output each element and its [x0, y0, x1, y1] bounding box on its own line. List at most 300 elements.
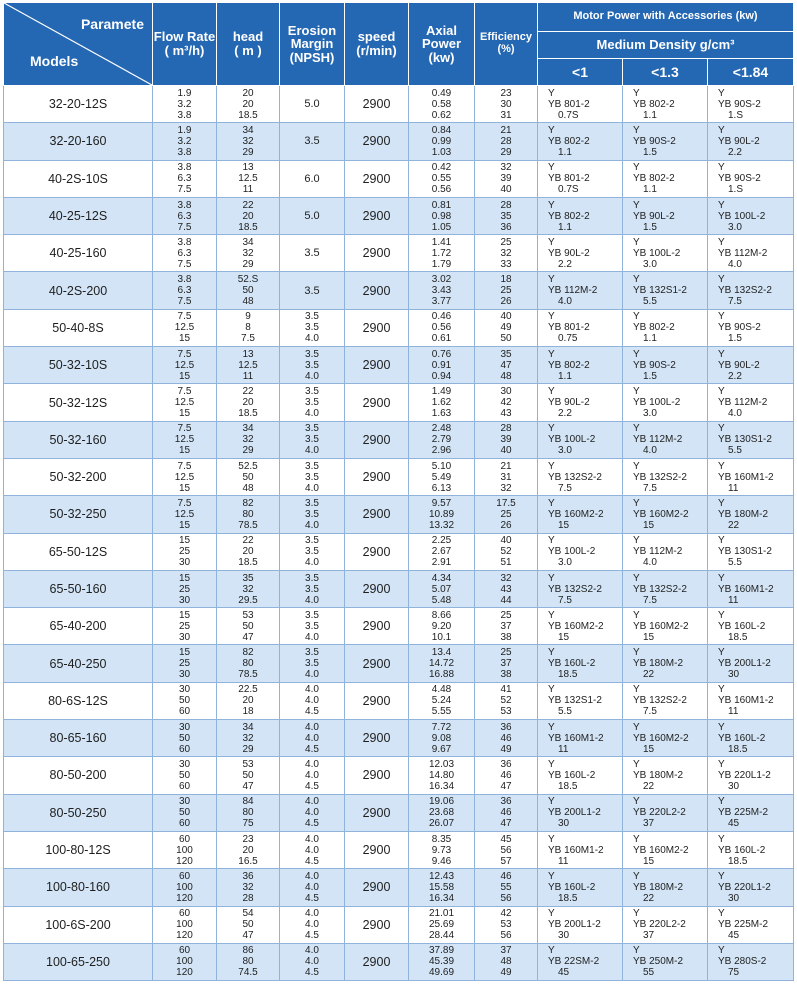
power-cell-value: 0.94	[431, 370, 452, 382]
efficiency-cell-value: 25	[500, 508, 512, 520]
flow-cell-value: 6.3	[177, 173, 192, 185]
flow-cell-value: 25	[178, 620, 191, 632]
efficiency-cell-value: 32	[500, 482, 512, 494]
motor-cell-m2	[623, 160, 708, 197]
npsh-cell-value: 3.5	[305, 471, 319, 483]
efficiency-cell-value: 56	[500, 844, 512, 856]
motor-line: YB 90S-2	[633, 135, 676, 147]
power-cell-value: 13.32	[428, 519, 455, 531]
motor-line: Y	[548, 796, 555, 808]
flow-cell-value: 3.2	[177, 98, 192, 110]
power-cell-value: 10.89	[428, 508, 455, 520]
head-cell-value: 23	[242, 833, 254, 845]
head-cell-value: 35	[242, 572, 254, 584]
power-cell-value: 0.56	[431, 322, 452, 334]
efficiency-cell-value: 28	[500, 423, 512, 435]
flow-cell-value: 15	[178, 572, 191, 584]
npsh-cell-value: 4.0	[305, 669, 319, 681]
motor-line: Y	[548, 870, 555, 882]
head-cell-value: 54	[242, 908, 254, 920]
motor-line: Y	[548, 908, 555, 920]
model-cell: 65-50-12S	[4, 533, 153, 570]
motor-line: 4.0	[558, 296, 572, 308]
power-cell-value: 5.49	[431, 471, 452, 483]
power-cell-value: 45.39	[428, 956, 455, 968]
motor-line: 7.5	[643, 482, 657, 494]
power-cell-value: 0.49	[431, 87, 452, 99]
motor-cell-m2	[623, 943, 708, 980]
npsh-cell	[280, 943, 345, 980]
npsh-cell-value: 4.5	[305, 930, 319, 942]
motor-line: Y	[633, 647, 640, 659]
npsh-cell	[280, 160, 345, 197]
speed-cell: 2900	[345, 608, 409, 645]
motor-line: YB 220L1-2	[718, 881, 771, 893]
power-cell-value: 0.81	[431, 199, 452, 211]
efficiency-cell-value: 39	[500, 173, 512, 185]
motor-power-header: Motor Power with Accessories (kw)	[538, 3, 794, 32]
flow-cell-value: 3.8	[177, 236, 192, 248]
motor-cell-m2	[623, 309, 708, 346]
flow-cell-value: 3.2	[177, 135, 192, 147]
efficiency-cell-value: 46	[500, 807, 512, 819]
motor-cell-m1	[538, 794, 623, 831]
efficiency-cell-value: 45	[500, 833, 512, 845]
speed-cell: 2900	[345, 235, 409, 272]
flow-cell	[153, 86, 217, 123]
power-cell-value: 0.42	[431, 162, 452, 174]
motor-line: Y	[548, 348, 555, 360]
head-cell-value: 32	[242, 247, 254, 259]
efficiency-cell-value: 18	[500, 274, 512, 286]
npsh-cell-value: 3.5	[305, 322, 319, 334]
motor-line: Y	[548, 684, 555, 696]
npsh-cell-value: 4.0	[305, 796, 319, 808]
motor-line: 11	[728, 706, 739, 718]
flow-cell-value: 120	[176, 892, 193, 904]
npsh-cell-value: 3.5	[305, 609, 319, 621]
head-cell-value: 18.5	[238, 557, 258, 569]
efficiency-cell-value: 46	[500, 732, 512, 744]
motor-line: YB 160M1-2	[718, 583, 774, 595]
motor-line: YB 130S1-2	[718, 546, 772, 558]
motor-line: 7.5	[643, 706, 657, 718]
efficiency-cell-value: 48	[500, 956, 512, 968]
head-cell	[217, 347, 280, 384]
motor-line: 1.1	[643, 184, 657, 196]
power-cell	[409, 533, 475, 570]
head-cell-value: 48	[242, 296, 254, 308]
model-cell: 50-32-250	[4, 496, 153, 533]
power-cell	[409, 496, 475, 533]
motor-line: Y	[633, 833, 640, 845]
head-cell-value: 29	[242, 146, 254, 158]
motor-cell-m1	[538, 682, 623, 719]
efficiency-cell	[475, 160, 538, 197]
power-cell-value: 2.48	[431, 423, 452, 435]
power-cell-value: 4.48	[431, 684, 452, 696]
head-cell-value: 11	[242, 370, 254, 382]
power-cell-value: 19.06	[428, 796, 455, 808]
efficiency-cell-value: 33	[500, 258, 512, 270]
npsh-cell-value: 4.0	[305, 631, 319, 643]
npsh-cell-value: 3.5	[305, 583, 319, 595]
motor-cell-m2	[623, 831, 708, 868]
efficiency-cell-value: 49	[500, 967, 512, 979]
density-col-2: <1.3	[623, 59, 708, 86]
motor-cell-m1	[538, 608, 623, 645]
power-cell-value: 6.13	[431, 482, 452, 494]
motor-line: 37	[643, 930, 655, 942]
motor-cell-m1	[538, 197, 623, 234]
motor-line: 11	[728, 594, 739, 606]
head-cell-value: 50	[242, 620, 254, 632]
motor-line: Y	[633, 124, 640, 136]
motor-cell-m1	[538, 645, 623, 682]
motor-line: 22	[728, 519, 740, 531]
head-cell	[217, 197, 280, 234]
power-cell	[409, 384, 475, 421]
motor-line: YB 90L-2	[548, 247, 590, 259]
efficiency-cell-value: 21	[500, 460, 512, 472]
motor-line: YB 22SM-2	[548, 956, 600, 968]
head-cell	[217, 458, 280, 495]
efficiency-cell-value: 49	[500, 743, 512, 755]
motor-line: YB 112M-2	[633, 434, 683, 446]
motor-line: 18.5	[728, 855, 748, 867]
motor-cell-m2	[623, 272, 708, 309]
head-cell-value: 29	[242, 258, 254, 270]
motor-line: Y	[548, 274, 555, 286]
flow-cell-value: 30	[178, 721, 191, 733]
motor-line: Y	[548, 721, 555, 733]
model-cell: 65-50-160	[4, 570, 153, 607]
motor-line: Y	[718, 199, 725, 211]
motor-cell-m3	[708, 123, 794, 160]
motor-line: Y	[633, 460, 640, 472]
head-cell	[217, 645, 280, 682]
motor-line: YB 160M2-2	[548, 508, 604, 520]
efficiency-cell-value: 30	[500, 386, 512, 398]
flow-cell	[153, 160, 217, 197]
motor-line: 7.5	[558, 482, 572, 494]
motor-cell-m3	[708, 309, 794, 346]
motor-cell-m2	[623, 347, 708, 384]
head-cell-value: 52.S	[237, 274, 259, 286]
head-cell-value: 80	[242, 658, 254, 670]
efficiency-cell	[475, 458, 538, 495]
corner-header	[4, 3, 153, 86]
flow-cell-value: 15	[178, 408, 191, 420]
motor-cell-m3	[708, 831, 794, 868]
motor-line: Y	[718, 535, 725, 547]
motor-line: YB 90L-2	[718, 359, 760, 371]
motor-line: 45	[728, 818, 740, 830]
efficiency-cell-value: 39	[500, 434, 512, 446]
flow-cell-value: 7.5	[177, 497, 192, 509]
npsh-cell	[280, 347, 345, 384]
efficiency-cell-value: 52	[500, 695, 512, 707]
flow-cell-value: 100	[176, 919, 193, 931]
efficiency-cell-value: 36	[500, 758, 512, 770]
npsh-cell-value: 4.0	[305, 370, 319, 382]
motor-line: 0.7S	[558, 109, 579, 121]
npsh-cell	[280, 496, 345, 533]
motor-line: Y	[633, 870, 640, 882]
power-cell-value: 5.48	[431, 594, 452, 606]
npsh-cell-value: 3.5	[305, 647, 319, 659]
motor-line: 30	[728, 892, 740, 904]
npsh-cell-value: 4.0	[305, 721, 319, 733]
power-cell	[409, 309, 475, 346]
npsh-cell	[280, 533, 345, 570]
head-cell-value: 34	[242, 236, 254, 248]
speed-header: speed (r/min)	[345, 3, 409, 86]
motor-line: 30	[728, 669, 740, 681]
motor-line: Y	[718, 908, 725, 920]
motor-cell-m2	[623, 197, 708, 234]
head-cell-value: 29.5	[238, 594, 258, 606]
head-cell-value: 32	[242, 732, 254, 744]
efficiency-cell	[475, 869, 538, 906]
npsh-cell-value: 4.0	[305, 695, 319, 707]
flow-cell-value: 30	[178, 796, 191, 808]
motor-line: 15	[558, 519, 570, 531]
motor-line: Y	[548, 87, 555, 99]
head-cell-value: 50	[242, 919, 254, 931]
power-cell-value: 9.08	[431, 732, 452, 744]
motor-line: 4.0	[643, 557, 657, 569]
power-cell-value: 2.67	[431, 546, 452, 558]
efficiency-cell	[475, 682, 538, 719]
head-cell	[217, 309, 280, 346]
flow-cell-value: 100	[176, 956, 193, 968]
efficiency-cell	[475, 831, 538, 868]
head-cell-value: 78.5	[238, 519, 258, 531]
flow-cell-value: 30	[178, 631, 191, 643]
head-cell	[217, 570, 280, 607]
flow-cell-value: 30	[178, 557, 191, 569]
motor-line: YB 200L1-2	[548, 807, 601, 819]
motor-line: Y	[718, 274, 725, 286]
flow-cell-value: 3.8	[177, 109, 192, 121]
motor-line: Y	[633, 908, 640, 920]
motor-line: Y	[633, 236, 640, 248]
flow-cell-value: 60	[178, 870, 191, 882]
efficiency-cell-value: 21	[500, 124, 512, 136]
npsh-cell-value: 3.5	[305, 434, 319, 446]
motor-line: YB 220L2-2	[633, 807, 686, 819]
table-row	[4, 309, 794, 346]
motor-line: 30	[558, 930, 570, 942]
npsh-cell-value: 3.5	[305, 620, 319, 632]
motor-line: 1.1	[558, 146, 572, 158]
motor-line: YB 90L-2	[718, 135, 760, 147]
flow-cell-value: 30	[178, 669, 191, 681]
motor-line: 2.2	[728, 370, 742, 382]
npsh-cell-value: 4.0	[305, 769, 319, 781]
efficiency-cell-value: 23	[500, 87, 512, 99]
head-cell	[217, 869, 280, 906]
motor-cell-m3	[708, 570, 794, 607]
table-row	[4, 831, 794, 868]
motor-line: 1.1	[643, 109, 657, 121]
power-cell-value: 1.03	[431, 146, 452, 158]
power-cell	[409, 831, 475, 868]
npsh-cell-value: 4.0	[305, 844, 319, 856]
motor-line: YB 160M1-2	[718, 695, 774, 707]
head-cell-value: 16.5	[238, 855, 258, 867]
motor-line: YB 160L-2	[548, 769, 596, 781]
motor-line: 2.2	[728, 146, 742, 158]
power-cell	[409, 272, 475, 309]
flow-cell-value: 15	[178, 370, 191, 382]
power-cell	[409, 682, 475, 719]
motor-cell-m3	[708, 347, 794, 384]
head-cell-value: 9	[245, 311, 251, 323]
motor-line: Y	[633, 311, 640, 323]
model-cell: 65-40-250	[4, 645, 153, 682]
motor-line: Y	[718, 87, 725, 99]
motor-cell-m2	[623, 123, 708, 160]
motor-cell-m1	[538, 347, 623, 384]
table-row	[4, 384, 794, 421]
flow-cell-value: 3.8	[177, 274, 192, 286]
npsh-cell-value: 4.5	[305, 855, 319, 867]
motor-cell-m3	[708, 869, 794, 906]
efficiency-cell-value: 25	[500, 236, 512, 248]
power-cell-value: 25.69	[428, 919, 455, 931]
power-cell-value: 9.46	[431, 855, 452, 867]
head-cell-value: 80	[242, 956, 254, 968]
motor-cell-m3	[708, 533, 794, 570]
motor-line: YB 180M-2	[718, 508, 769, 520]
motor-line: 3.0	[558, 557, 572, 569]
npsh-cell-value: 4.5	[305, 706, 319, 718]
motor-line: Y	[718, 124, 725, 136]
motor-cell-m1	[538, 235, 623, 272]
motor-line: 3.0	[643, 408, 657, 420]
head-cell-value: 18.5	[238, 221, 258, 233]
efficiency-cell-value: 40	[500, 311, 512, 323]
flow-cell	[153, 123, 217, 160]
head-cell-value: 47	[242, 930, 254, 942]
efficiency-cell	[475, 235, 538, 272]
motor-line: YB 100L-2	[633, 397, 681, 409]
model-cell: 40-2S-10S	[4, 160, 153, 197]
speed-cell: 2900	[345, 570, 409, 607]
efficiency-cell-value: 38	[500, 669, 512, 681]
power-cell-value: 0.61	[431, 333, 452, 345]
flow-cell-value: 12.5	[174, 322, 195, 334]
flow-cell-value: 7.5	[177, 258, 192, 270]
table-row	[4, 906, 794, 943]
flow-cell	[153, 645, 217, 682]
flow-cell-value: 60	[178, 818, 191, 830]
npsh-cell	[280, 384, 345, 421]
power-cell-value: 26.07	[428, 818, 455, 830]
npsh-cell-value: 4.0	[305, 408, 319, 420]
table-row	[4, 197, 794, 234]
motor-cell-m1	[538, 309, 623, 346]
npsh-cell-value: 3.5	[305, 386, 319, 398]
motor-line: Y	[718, 386, 725, 398]
motor-cell-m1	[538, 906, 623, 943]
npsh-cell-value: 3.5	[304, 135, 320, 148]
flow-cell-value: 7.5	[177, 311, 192, 323]
motor-line: Y	[548, 386, 555, 398]
head-cell-value: 20	[242, 844, 254, 856]
flow-cell	[153, 570, 217, 607]
head-cell-value: 36	[242, 870, 254, 882]
speed-cell: 2900	[345, 757, 409, 794]
power-cell-value: 1.49	[431, 386, 452, 398]
efficiency-cell-value: 37	[500, 945, 512, 957]
flow-cell	[153, 682, 217, 719]
motor-line: YB 90S-2	[718, 173, 761, 185]
power-cell	[409, 794, 475, 831]
efficiency-cell-value: 51	[500, 557, 512, 569]
motor-line: YB 132S1-2	[548, 695, 602, 707]
model-cell: 40-25-160	[4, 235, 153, 272]
head-cell-value: 18.5	[238, 109, 258, 121]
head-cell-value: 11	[242, 184, 254, 196]
motor-line: YB 801-2	[548, 98, 590, 110]
efficiency-cell-value: 47	[500, 359, 512, 371]
motor-line: Y	[718, 236, 725, 248]
motor-line: YB 802-2	[548, 359, 590, 371]
motor-line: Y	[548, 497, 555, 509]
flow-cell-value: 60	[178, 833, 191, 845]
power-cell-value: 21.01	[428, 908, 455, 920]
motor-line: 4.0	[728, 258, 742, 270]
motor-line: YB 132S2-2	[548, 583, 602, 595]
table-row	[4, 272, 794, 309]
table-row	[4, 235, 794, 272]
power-cell-value: 10.1	[431, 631, 452, 643]
motor-line: YB 112M-2	[718, 247, 768, 259]
efficiency-cell-value: 30	[500, 98, 512, 110]
efficiency-cell-value: 53	[500, 919, 512, 931]
motor-line: YB 100L-2	[548, 434, 596, 446]
motor-line: Y	[633, 497, 640, 509]
power-cell-value: 1.41	[431, 236, 452, 248]
efficiency-cell	[475, 309, 538, 346]
motor-cell-m1	[538, 272, 623, 309]
efficiency-cell	[475, 757, 538, 794]
motor-line: 3.0	[643, 258, 657, 270]
flow-cell-value: 12.5	[174, 434, 195, 446]
efficiency-cell-value: 52	[500, 546, 512, 558]
npsh-cell-value: 4.0	[305, 684, 319, 696]
npsh-cell-value: 3.5	[305, 397, 319, 409]
head-cell-value: 82	[242, 497, 254, 509]
head-cell-value: 80	[242, 807, 254, 819]
head-cell-value: 80	[242, 508, 254, 520]
flow-cell-value: 15	[178, 519, 191, 531]
table-row	[4, 682, 794, 719]
head-cell	[217, 123, 280, 160]
efficiency-cell-value: 40	[500, 445, 512, 457]
head-cell	[217, 272, 280, 309]
efficiency-cell-value: 37	[500, 658, 512, 670]
motor-line: 1.S	[728, 109, 744, 121]
power-cell-value: 14.72	[428, 658, 455, 670]
head-cell-value: 13	[242, 348, 254, 360]
motor-line: YB 801-2	[548, 322, 590, 334]
efficiency-cell	[475, 86, 538, 123]
motor-line: 18.5	[558, 892, 578, 904]
